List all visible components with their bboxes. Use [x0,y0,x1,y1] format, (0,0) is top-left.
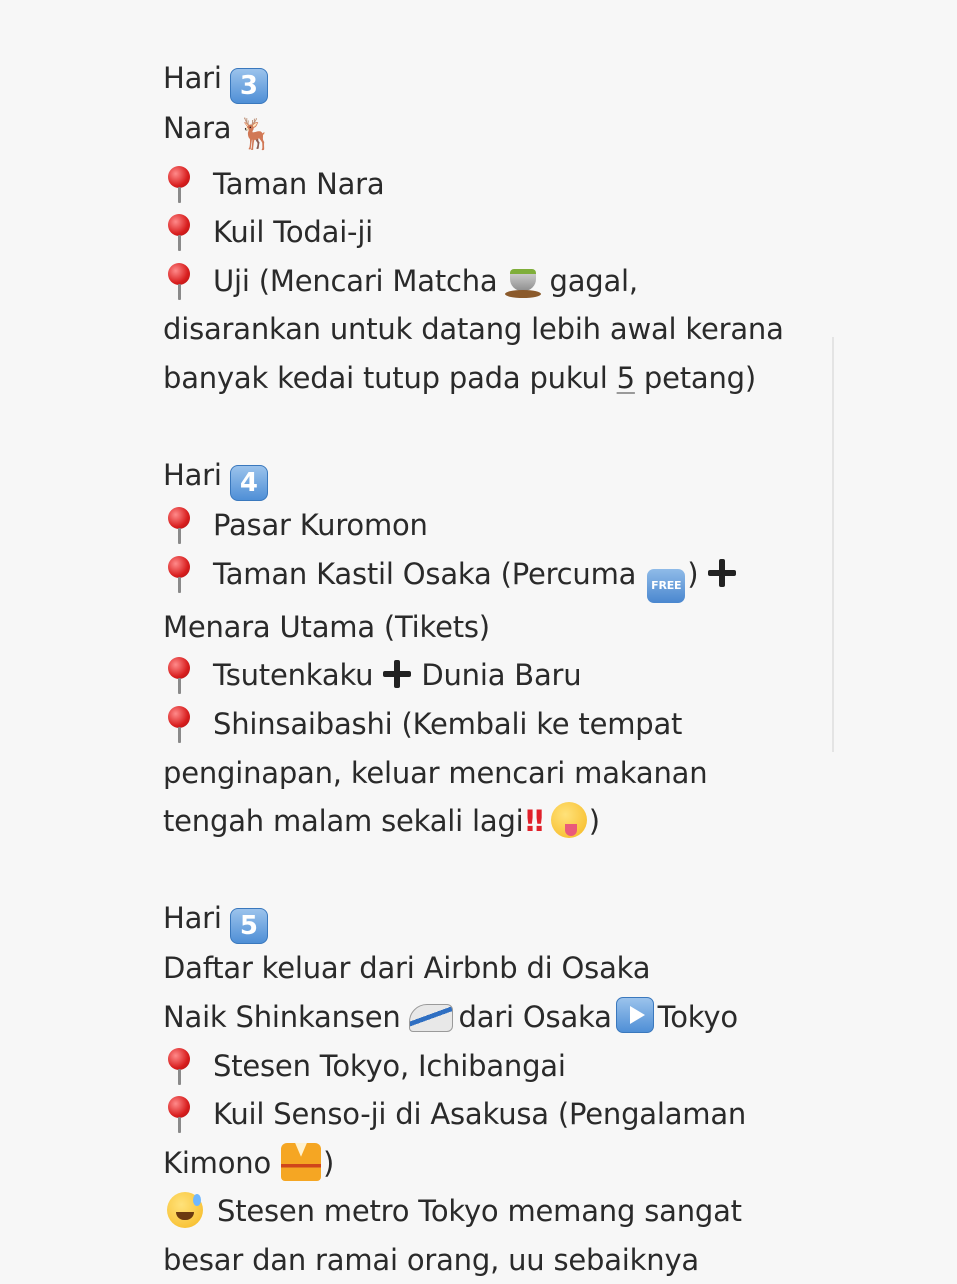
item-text: ) [687,556,699,591]
deer-icon: 🦌 [237,117,275,152]
keycap-3-icon: 3 [230,68,268,104]
spacer [163,403,803,452]
item-text: Stesen Tokyo, Ichibangai [213,1048,566,1083]
day5-heading [163,894,803,944]
item-text: Taman Nara [213,166,385,201]
item-text: Kuil Todai-ji [213,215,374,250]
day3-place [163,104,803,160]
day-label: Hari [163,61,222,95]
list-item [163,1042,803,1091]
item-text: dari Osaka [458,999,612,1034]
item-text: tengah malam sekali lagi [163,804,524,839]
itinerary-note [163,54,803,1284]
pin-icon [163,653,193,695]
item-text: Tokyo [657,999,738,1034]
list-item [163,160,803,209]
place-name: Nara [163,111,232,145]
keycap-4-icon: 4 [230,465,268,501]
list-item [163,993,803,1042]
bullet-train-icon [409,1004,453,1032]
item-text: Kimono [163,1145,271,1180]
pin-icon [163,259,193,301]
item-text: Taman Kastil Osaka (Percuma [213,556,637,591]
pin-icon [163,1092,193,1134]
list-item [163,550,803,603]
list-item [163,700,803,749]
item-continuation: disarankan untuk datang lebih awal kerana [163,312,784,347]
pin-icon [163,702,193,744]
item-text: Dunia Baru [421,658,582,693]
list-item [163,257,803,306]
item-text: Tsutenkaku [213,658,374,693]
item-continuation: Menara Utama (Tikets) [163,609,490,644]
item-continuation: besar dan ramai orang, uu sebaiknya [163,1242,699,1277]
pin-icon [163,552,193,594]
plus-icon [708,559,736,587]
pin-icon [163,162,193,204]
list-item [163,1090,803,1139]
tongue-face-icon [551,802,587,838]
spacer [163,846,803,895]
list-item [163,651,803,700]
time-link[interactable]: 5 [616,360,635,395]
sweat-smile-icon [167,1192,203,1228]
item-text: petang) [634,360,757,395]
item-text: banyak kedai tutup pada pukul [163,360,617,395]
play-icon [616,997,654,1033]
item-continuation [163,1139,803,1188]
day3-heading [163,54,803,104]
item-text: ) [323,1145,335,1180]
kimono-icon [281,1143,321,1181]
pin-icon [163,503,193,545]
day4-heading [163,451,803,501]
item-text: gagal, [549,263,638,298]
item-text: Stesen metro Tokyo memang sangat [217,1194,742,1229]
item-text: Shinsaibashi (Kembali ke tempat [213,706,683,741]
item-text: Kuil Senso-ji di Asakusa (Pengalaman [213,1097,747,1132]
pin-icon [163,210,193,252]
double-exclamation-icon: ‼ [525,804,541,839]
item-text: Naik Shinkansen [163,999,401,1034]
plus-icon [383,660,411,688]
keycap-5-icon: 5 [230,908,268,944]
free-icon: FREE [647,569,685,603]
list-item [163,501,803,550]
scroll-indicator[interactable] [832,337,834,752]
matcha-tea-icon [504,263,542,299]
item-text: ) [588,804,600,839]
day-label: Hari [163,458,222,493]
item-continuation: penginapan, keluar mencari makanan [163,755,708,790]
item-continuation [163,797,803,846]
item-text: Daftar keluar dari Airbnb di Osaka [163,951,651,986]
item-continuation [163,354,803,403]
item-text: Uji (Mencari Matcha [213,263,498,298]
item-text: Pasar Kuromon [213,508,428,543]
day-label: Hari [163,901,222,936]
list-item [163,1187,803,1236]
list-item [163,208,803,257]
pin-icon [163,1044,193,1086]
